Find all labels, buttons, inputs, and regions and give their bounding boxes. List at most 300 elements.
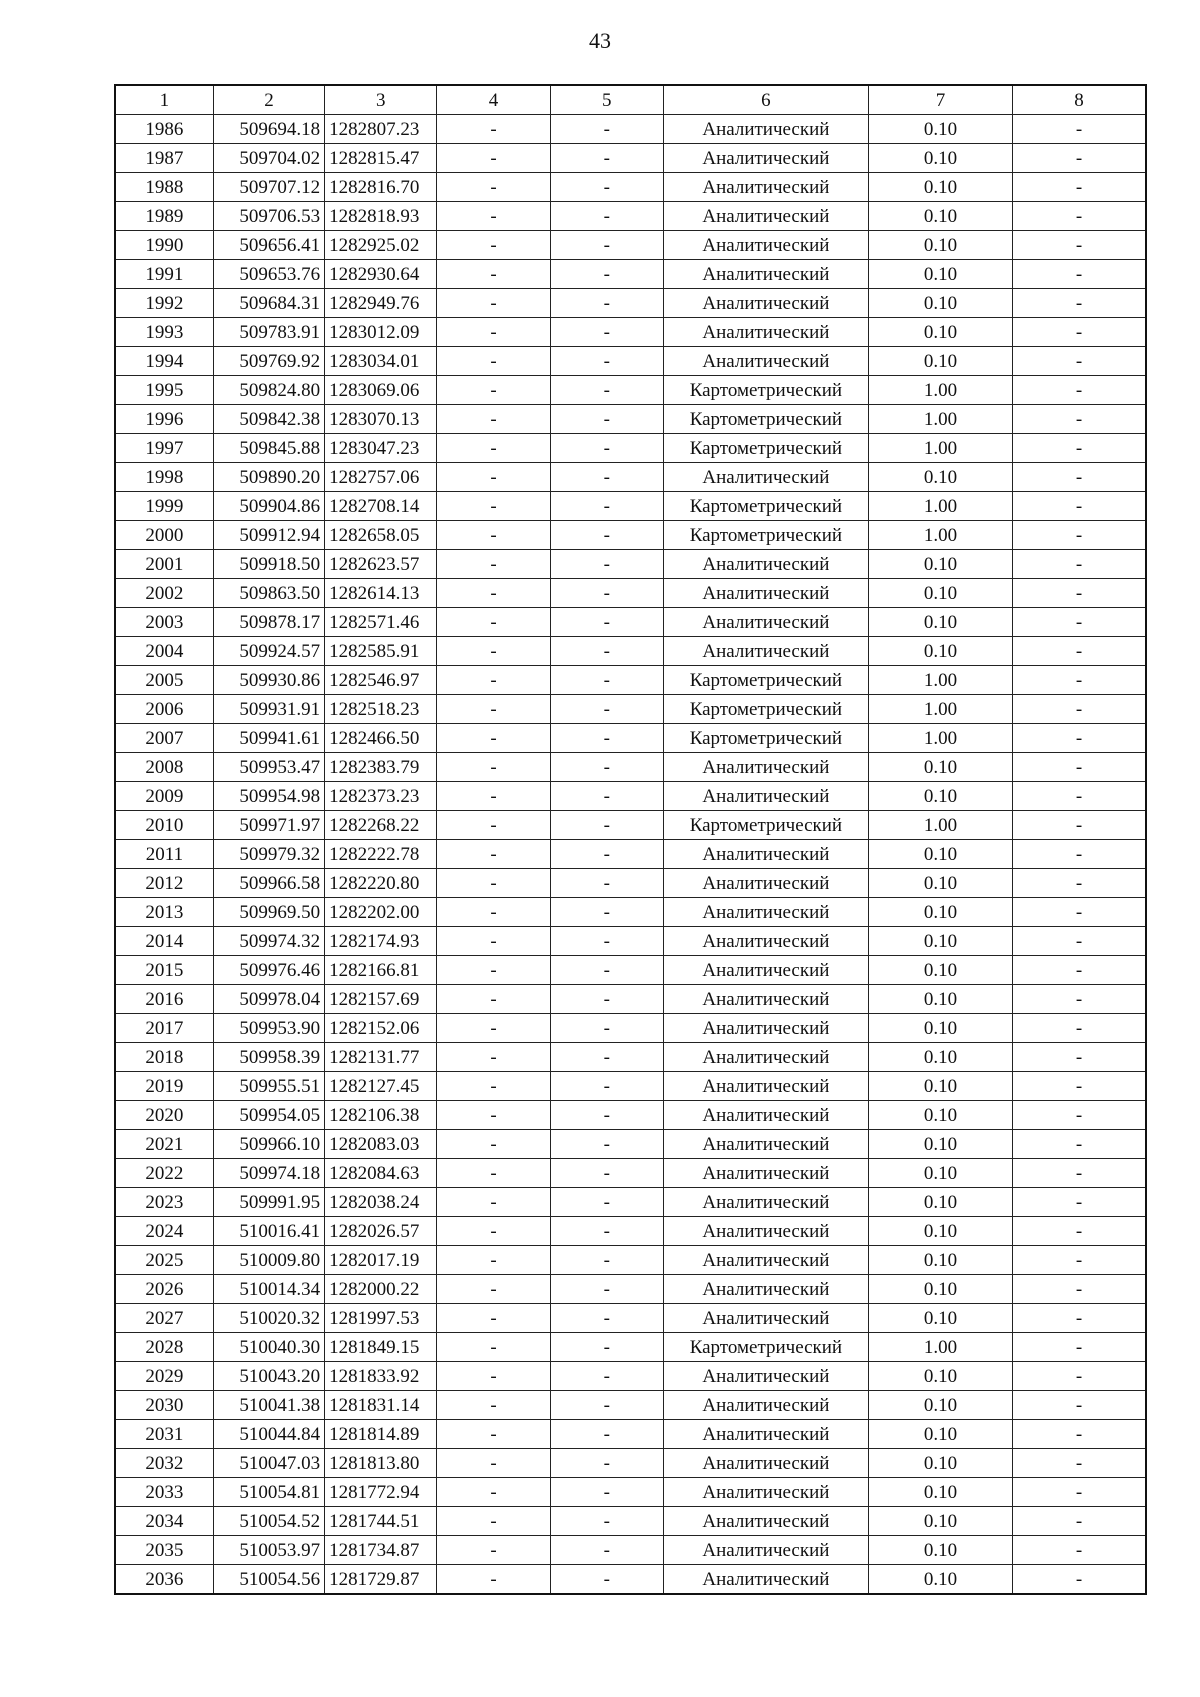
x-coordinate-cell: 509863.50	[213, 579, 324, 608]
y-coordinate-cell: 1282925.02	[325, 231, 437, 260]
column-5-cell: -	[550, 579, 663, 608]
point-number-cell: 2014	[115, 927, 213, 956]
table-row	[115, 724, 1146, 753]
method-cell: Аналитический	[663, 1391, 868, 1420]
point-number-cell: 2027	[115, 1304, 213, 1333]
column-5-cell: -	[550, 1391, 663, 1420]
column-5-cell: -	[550, 289, 663, 318]
x-coordinate-cell: 510054.56	[213, 1565, 324, 1595]
table-body	[115, 115, 1146, 1595]
table-row	[115, 1159, 1146, 1188]
point-number-cell: 2010	[115, 811, 213, 840]
method-cell: Аналитический	[663, 1043, 868, 1072]
x-coordinate-cell: 509783.91	[213, 318, 324, 347]
x-coordinate-cell: 509978.04	[213, 985, 324, 1014]
x-coordinate-cell: 509966.58	[213, 869, 324, 898]
y-coordinate-cell: 1282815.47	[325, 144, 437, 173]
table-row	[115, 1449, 1146, 1478]
table-row	[115, 695, 1146, 724]
column-4-cell: -	[437, 434, 550, 463]
y-coordinate-cell: 1282131.77	[325, 1043, 437, 1072]
point-number-cell: 1998	[115, 463, 213, 492]
accuracy-cell: 0.10	[868, 1507, 1012, 1536]
table-row	[115, 579, 1146, 608]
column-4-cell: -	[437, 1420, 550, 1449]
method-cell: Аналитический	[663, 260, 868, 289]
x-coordinate-cell: 509824.80	[213, 376, 324, 405]
accuracy-cell: 0.10	[868, 231, 1012, 260]
column-8-cell: -	[1013, 144, 1146, 173]
x-coordinate-cell: 509842.38	[213, 405, 324, 434]
method-cell: Картометрический	[663, 434, 868, 463]
table-row	[115, 782, 1146, 811]
column-4-cell: -	[437, 1275, 550, 1304]
accuracy-cell: 0.10	[868, 1014, 1012, 1043]
point-number-cell: 1999	[115, 492, 213, 521]
y-coordinate-cell: 1282708.14	[325, 492, 437, 521]
point-number-cell: 1994	[115, 347, 213, 376]
column-header-8: 8	[1013, 85, 1146, 115]
column-8-cell: -	[1013, 1188, 1146, 1217]
table-row	[115, 1275, 1146, 1304]
column-4-cell: -	[437, 405, 550, 434]
method-cell: Аналитический	[663, 1188, 868, 1217]
x-coordinate-cell: 509974.32	[213, 927, 324, 956]
column-8-cell: -	[1013, 1420, 1146, 1449]
accuracy-cell: 0.10	[868, 869, 1012, 898]
column-4-cell: -	[437, 724, 550, 753]
column-5-cell: -	[550, 1275, 663, 1304]
column-8-cell: -	[1013, 898, 1146, 927]
x-coordinate-cell: 509976.46	[213, 956, 324, 985]
column-8-cell: -	[1013, 840, 1146, 869]
accuracy-cell: 0.10	[868, 608, 1012, 637]
column-5-cell: -	[550, 695, 663, 724]
column-8-cell: -	[1013, 550, 1146, 579]
y-coordinate-cell: 1282106.38	[325, 1101, 437, 1130]
column-4-cell: -	[437, 695, 550, 724]
accuracy-cell: 0.10	[868, 1304, 1012, 1333]
x-coordinate-cell: 509684.31	[213, 289, 324, 318]
table-row	[115, 1333, 1146, 1362]
table-row	[115, 1536, 1146, 1565]
method-cell: Аналитический	[663, 1246, 868, 1275]
method-cell: Аналитический	[663, 1130, 868, 1159]
column-5-cell: -	[550, 231, 663, 260]
accuracy-cell: 0.10	[868, 1159, 1012, 1188]
point-number-cell: 2002	[115, 579, 213, 608]
method-cell: Аналитический	[663, 173, 868, 202]
table-row	[115, 637, 1146, 666]
accuracy-cell: 0.10	[868, 1130, 1012, 1159]
column-5-cell: -	[550, 1536, 663, 1565]
y-coordinate-cell: 1282466.50	[325, 724, 437, 753]
y-coordinate-cell: 1282084.63	[325, 1159, 437, 1188]
method-cell: Аналитический	[663, 1565, 868, 1595]
column-8-cell: -	[1013, 985, 1146, 1014]
method-cell: Картометрический	[663, 405, 868, 434]
page-number: 43	[589, 28, 611, 53]
table-row	[115, 318, 1146, 347]
y-coordinate-cell: 1282220.80	[325, 869, 437, 898]
column-5-cell: -	[550, 869, 663, 898]
point-number-cell: 1989	[115, 202, 213, 231]
x-coordinate-cell: 509991.95	[213, 1188, 324, 1217]
table-header	[115, 85, 1146, 115]
point-number-cell: 2006	[115, 695, 213, 724]
accuracy-cell: 0.10	[868, 463, 1012, 492]
accuracy-cell: 0.10	[868, 260, 1012, 289]
table-row	[115, 753, 1146, 782]
column-8-cell: -	[1013, 811, 1146, 840]
table-row	[115, 666, 1146, 695]
y-coordinate-cell: 1282026.57	[325, 1217, 437, 1246]
x-coordinate-cell: 509966.10	[213, 1130, 324, 1159]
accuracy-cell: 1.00	[868, 811, 1012, 840]
x-coordinate-cell: 509706.53	[213, 202, 324, 231]
point-number-cell: 2009	[115, 782, 213, 811]
column-4-cell: -	[437, 144, 550, 173]
column-4-cell: -	[437, 608, 550, 637]
y-coordinate-cell: 1281734.87	[325, 1536, 437, 1565]
column-8-cell: -	[1013, 1507, 1146, 1536]
x-coordinate-cell: 509694.18	[213, 115, 324, 144]
y-coordinate-cell: 1283012.09	[325, 318, 437, 347]
point-number-cell: 2022	[115, 1159, 213, 1188]
column-4-cell: -	[437, 1159, 550, 1188]
column-5-cell: -	[550, 115, 663, 144]
y-coordinate-cell: 1283070.13	[325, 405, 437, 434]
method-cell: Картометрический	[663, 724, 868, 753]
table-row	[115, 1101, 1146, 1130]
table-row	[115, 1391, 1146, 1420]
column-8-cell: -	[1013, 666, 1146, 695]
y-coordinate-cell: 1283034.01	[325, 347, 437, 376]
point-number-cell: 2035	[115, 1536, 213, 1565]
accuracy-cell: 0.10	[868, 1362, 1012, 1391]
x-coordinate-cell: 510054.52	[213, 1507, 324, 1536]
column-5-cell: -	[550, 1246, 663, 1275]
header-row	[115, 85, 1146, 115]
table-row	[115, 173, 1146, 202]
column-5-cell: -	[550, 927, 663, 956]
column-8-cell: -	[1013, 347, 1146, 376]
column-8-cell: -	[1013, 202, 1146, 231]
table-row	[115, 115, 1146, 144]
accuracy-cell: 0.10	[868, 1420, 1012, 1449]
column-5-cell: -	[550, 550, 663, 579]
column-8-cell: -	[1013, 1391, 1146, 1420]
method-cell: Аналитический	[663, 144, 868, 173]
method-cell: Аналитический	[663, 1014, 868, 1043]
y-coordinate-cell: 1282930.64	[325, 260, 437, 289]
method-cell: Аналитический	[663, 782, 868, 811]
accuracy-cell: 0.10	[868, 985, 1012, 1014]
method-cell: Аналитический	[663, 231, 868, 260]
column-8-cell: -	[1013, 231, 1146, 260]
column-5-cell: -	[550, 144, 663, 173]
column-4-cell: -	[437, 115, 550, 144]
method-cell: Аналитический	[663, 550, 868, 579]
x-coordinate-cell: 509930.86	[213, 666, 324, 695]
y-coordinate-cell: 1282000.22	[325, 1275, 437, 1304]
column-5-cell: -	[550, 260, 663, 289]
point-number-cell: 1990	[115, 231, 213, 260]
y-coordinate-cell: 1282585.91	[325, 637, 437, 666]
column-4-cell: -	[437, 840, 550, 869]
column-4-cell: -	[437, 1536, 550, 1565]
column-5-cell: -	[550, 173, 663, 202]
method-cell: Картометрический	[663, 1333, 868, 1362]
table-row	[115, 1362, 1146, 1391]
x-coordinate-cell: 509904.86	[213, 492, 324, 521]
method-cell: Аналитический	[663, 1507, 868, 1536]
point-number-cell: 2016	[115, 985, 213, 1014]
accuracy-cell: 0.10	[868, 1536, 1012, 1565]
column-5-cell: -	[550, 1043, 663, 1072]
column-5-cell: -	[550, 608, 663, 637]
table-row	[115, 1043, 1146, 1072]
accuracy-cell: 0.10	[868, 956, 1012, 985]
column-4-cell: -	[437, 1188, 550, 1217]
column-4-cell: -	[437, 1072, 550, 1101]
column-8-cell: -	[1013, 1130, 1146, 1159]
point-number-cell: 2004	[115, 637, 213, 666]
method-cell: Картометрический	[663, 695, 868, 724]
y-coordinate-cell: 1282174.93	[325, 927, 437, 956]
method-cell: Аналитический	[663, 1420, 868, 1449]
method-cell: Аналитический	[663, 985, 868, 1014]
column-8-cell: -	[1013, 463, 1146, 492]
table-row	[115, 956, 1146, 985]
accuracy-cell: 0.10	[868, 637, 1012, 666]
column-8-cell: -	[1013, 434, 1146, 463]
x-coordinate-cell: 509953.47	[213, 753, 324, 782]
method-cell: Аналитический	[663, 1101, 868, 1130]
accuracy-cell: 1.00	[868, 1333, 1012, 1362]
column-5-cell: -	[550, 1449, 663, 1478]
x-coordinate-cell: 509704.02	[213, 144, 324, 173]
column-5-cell: -	[550, 492, 663, 521]
point-number-cell: 2000	[115, 521, 213, 550]
column-8-cell: -	[1013, 1014, 1146, 1043]
table-row	[115, 985, 1146, 1014]
point-number-cell: 2028	[115, 1333, 213, 1362]
x-coordinate-cell: 510014.34	[213, 1275, 324, 1304]
column-4-cell: -	[437, 492, 550, 521]
column-5-cell: -	[550, 1188, 663, 1217]
column-4-cell: -	[437, 1565, 550, 1595]
accuracy-cell: 0.10	[868, 1246, 1012, 1275]
method-cell: Аналитический	[663, 1072, 868, 1101]
accuracy-cell: 1.00	[868, 521, 1012, 550]
column-8-cell: -	[1013, 289, 1146, 318]
method-cell: Аналитический	[663, 318, 868, 347]
x-coordinate-cell: 510009.80	[213, 1246, 324, 1275]
point-number-cell: 2015	[115, 956, 213, 985]
point-number-cell: 1996	[115, 405, 213, 434]
point-number-cell: 2036	[115, 1565, 213, 1595]
column-8-cell: -	[1013, 1159, 1146, 1188]
column-4-cell: -	[437, 666, 550, 695]
x-coordinate-cell: 510044.84	[213, 1420, 324, 1449]
column-8-cell: -	[1013, 1043, 1146, 1072]
table-row	[115, 463, 1146, 492]
column-4-cell: -	[437, 1449, 550, 1478]
column-4-cell: -	[437, 898, 550, 927]
point-number-cell: 2013	[115, 898, 213, 927]
x-coordinate-cell: 509955.51	[213, 1072, 324, 1101]
point-number-cell: 2017	[115, 1014, 213, 1043]
table-row	[115, 840, 1146, 869]
point-number-cell: 2011	[115, 840, 213, 869]
column-4-cell: -	[437, 1246, 550, 1275]
column-header-7: 7	[868, 85, 1012, 115]
method-cell: Аналитический	[663, 608, 868, 637]
method-cell: Аналитический	[663, 202, 868, 231]
table-row	[115, 869, 1146, 898]
column-5-cell: -	[550, 1507, 663, 1536]
y-coordinate-cell: 1282202.00	[325, 898, 437, 927]
column-4-cell: -	[437, 985, 550, 1014]
column-5-cell: -	[550, 405, 663, 434]
column-8-cell: -	[1013, 521, 1146, 550]
method-cell: Аналитический	[663, 637, 868, 666]
method-cell: Аналитический	[663, 115, 868, 144]
accuracy-cell: 1.00	[868, 695, 1012, 724]
column-8-cell: -	[1013, 1362, 1146, 1391]
method-cell: Аналитический	[663, 1536, 868, 1565]
y-coordinate-cell: 1282757.06	[325, 463, 437, 492]
column-8-cell: -	[1013, 318, 1146, 347]
method-cell: Аналитический	[663, 1304, 868, 1333]
column-8-cell: -	[1013, 1449, 1146, 1478]
point-number-cell: 2020	[115, 1101, 213, 1130]
method-cell: Аналитический	[663, 579, 868, 608]
column-5-cell: -	[550, 666, 663, 695]
column-4-cell: -	[437, 376, 550, 405]
table-row	[115, 811, 1146, 840]
column-header-4: 4	[437, 85, 550, 115]
y-coordinate-cell: 1282383.79	[325, 753, 437, 782]
point-number-cell: 1987	[115, 144, 213, 173]
column-header-3: 3	[325, 85, 437, 115]
column-8-cell: -	[1013, 608, 1146, 637]
column-5-cell: -	[550, 782, 663, 811]
method-cell: Аналитический	[663, 1478, 868, 1507]
column-4-cell: -	[437, 782, 550, 811]
method-cell: Аналитический	[663, 1275, 868, 1304]
column-5-cell: -	[550, 318, 663, 347]
column-8-cell: -	[1013, 1565, 1146, 1595]
column-header-6: 6	[663, 85, 868, 115]
method-cell: Аналитический	[663, 463, 868, 492]
y-coordinate-cell: 1282222.78	[325, 840, 437, 869]
x-coordinate-cell: 509941.61	[213, 724, 324, 753]
table-row	[115, 1304, 1146, 1333]
method-cell: Аналитический	[663, 869, 868, 898]
column-4-cell: -	[437, 347, 550, 376]
y-coordinate-cell: 1281833.92	[325, 1362, 437, 1391]
accuracy-cell: 0.10	[868, 144, 1012, 173]
column-4-cell: -	[437, 811, 550, 840]
point-number-cell: 2021	[115, 1130, 213, 1159]
y-coordinate-cell: 1282373.23	[325, 782, 437, 811]
x-coordinate-cell: 510047.03	[213, 1449, 324, 1478]
y-coordinate-cell: 1282083.03	[325, 1130, 437, 1159]
accuracy-cell: 1.00	[868, 434, 1012, 463]
column-4-cell: -	[437, 1217, 550, 1246]
point-number-cell: 2026	[115, 1275, 213, 1304]
column-5-cell: -	[550, 1333, 663, 1362]
point-number-cell: 2029	[115, 1362, 213, 1391]
point-number-cell: 2023	[115, 1188, 213, 1217]
column-5-cell: -	[550, 1014, 663, 1043]
point-number-cell: 2005	[115, 666, 213, 695]
accuracy-cell: 0.10	[868, 1101, 1012, 1130]
method-cell: Аналитический	[663, 840, 868, 869]
point-number-cell: 1986	[115, 115, 213, 144]
accuracy-cell: 1.00	[868, 492, 1012, 521]
column-5-cell: -	[550, 1130, 663, 1159]
column-5-cell: -	[550, 985, 663, 1014]
table-row	[115, 1478, 1146, 1507]
method-cell: Картометрический	[663, 376, 868, 405]
x-coordinate-cell: 509958.39	[213, 1043, 324, 1072]
y-coordinate-cell: 1281849.15	[325, 1333, 437, 1362]
y-coordinate-cell: 1282807.23	[325, 115, 437, 144]
column-5-cell: -	[550, 1420, 663, 1449]
coordinates-table	[114, 84, 1147, 1595]
column-4-cell: -	[437, 1130, 550, 1159]
column-8-cell: -	[1013, 724, 1146, 753]
point-number-cell: 2018	[115, 1043, 213, 1072]
column-header-1: 1	[115, 85, 213, 115]
column-5-cell: -	[550, 753, 663, 782]
column-8-cell: -	[1013, 492, 1146, 521]
point-number-cell: 2012	[115, 869, 213, 898]
accuracy-cell: 1.00	[868, 376, 1012, 405]
accuracy-cell: 0.10	[868, 1188, 1012, 1217]
x-coordinate-cell: 509656.41	[213, 231, 324, 260]
accuracy-cell: 0.10	[868, 318, 1012, 347]
point-number-cell: 2034	[115, 1507, 213, 1536]
table-row	[115, 1565, 1146, 1595]
column-8-cell: -	[1013, 1333, 1146, 1362]
column-4-cell: -	[437, 956, 550, 985]
column-4-cell: -	[437, 260, 550, 289]
column-8-cell: -	[1013, 405, 1146, 434]
table-row	[115, 1130, 1146, 1159]
column-4-cell: -	[437, 231, 550, 260]
column-4-cell: -	[437, 1014, 550, 1043]
accuracy-cell: 0.10	[868, 1275, 1012, 1304]
accuracy-cell: 0.10	[868, 927, 1012, 956]
accuracy-cell: 0.10	[868, 173, 1012, 202]
column-8-cell: -	[1013, 927, 1146, 956]
table-row	[115, 347, 1146, 376]
table-row	[115, 1188, 1146, 1217]
x-coordinate-cell: 510020.32	[213, 1304, 324, 1333]
x-coordinate-cell: 509974.18	[213, 1159, 324, 1188]
accuracy-cell: 0.10	[868, 289, 1012, 318]
accuracy-cell: 0.10	[868, 782, 1012, 811]
column-5-cell: -	[550, 1362, 663, 1391]
column-5-cell: -	[550, 1565, 663, 1595]
point-number-cell: 2025	[115, 1246, 213, 1275]
column-4-cell: -	[437, 1101, 550, 1130]
column-4-cell: -	[437, 202, 550, 231]
